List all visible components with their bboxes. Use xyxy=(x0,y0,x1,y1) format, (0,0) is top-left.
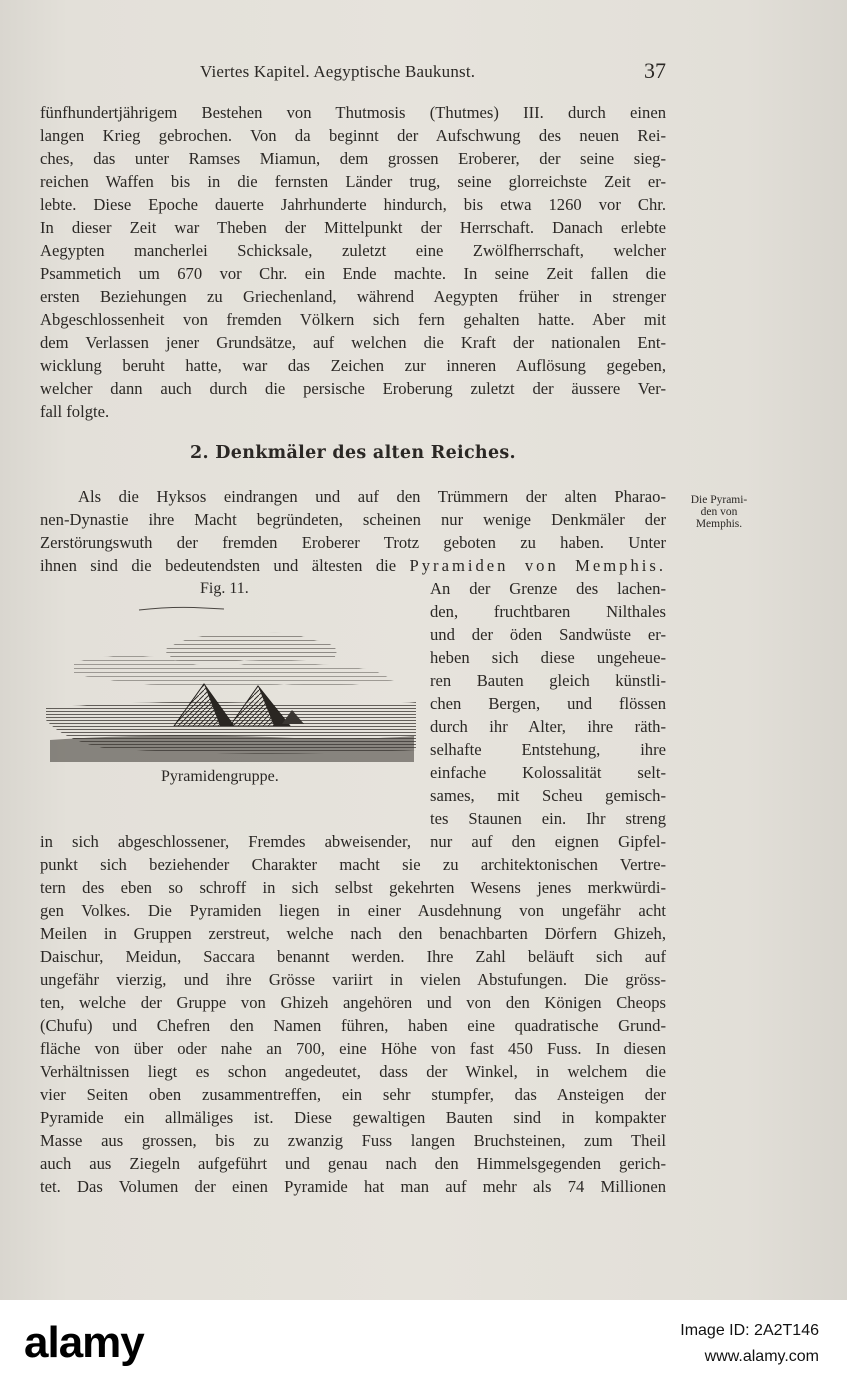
figure-label: Fig. 11. xyxy=(200,580,249,597)
marginal-note-line: Memphis. xyxy=(695,518,743,530)
text-line: punkt sich beziehender Charakter macht sie zu architektonischen Vertre- xyxy=(40,855,666,874)
alamy-logo: alamy xyxy=(24,1318,144,1367)
text-line: Aegypten mancherlei Schicksale, zuletzt eine Zwölfherrschaft, welcher xyxy=(40,241,666,260)
text-line: Verhältnissen liegt es schon angedeutet, dass der Winkel, in welchem die xyxy=(40,1062,666,1081)
text-line: Zerstörungswuth der fremden Eroberer Trotz geboten zu haben. Unter xyxy=(40,533,666,552)
marginal-note xyxy=(676,494,762,530)
text-line: lebte. Diese Epoche dauerte Jahrhunderte hindurch, bis etwa 1260 vor Chr. xyxy=(40,195,666,214)
chapter-title: Viertes Kapitel. Aegyptische Baukunst. xyxy=(200,62,476,81)
page-number: 37 xyxy=(644,58,666,83)
text-line: in sich abgeschlossener, Fremdes abweisender, nur auf den eignen Gipfel- xyxy=(40,832,666,851)
spaced-term: Pyramiden von Memphis. xyxy=(409,556,666,575)
text-line: Pyramide ein allmäliges ist. Diese gewaltigen Bauten sind in kompakter xyxy=(40,1108,666,1127)
text-line: tern des eben so schroff in sich selbst gekehrten Wesens jenes merkwürdi- xyxy=(40,878,666,897)
text-line: ten, welche der Gruppe von Ghizeh angehören und von den Königen Cheops xyxy=(40,993,666,1012)
section-heading: 2. Denkmäler des alten Reiches. xyxy=(190,443,516,463)
text-line: Als die Hyksos eindrangen und auf den Trümmern der alten Pharao- xyxy=(78,487,666,506)
image-id: Image ID: 2A2T146 xyxy=(680,1322,819,1339)
text-line: ersten Beziehungen zu Griechenland, während Aegypten früher in strenger xyxy=(40,287,666,306)
text-line: den, fruchtbaren Nilthales xyxy=(430,602,666,621)
text-line: (Chufu) und Chefren den Namen führen, haben eine quadratische Grund- xyxy=(40,1016,666,1035)
text-line: fall folgte. xyxy=(40,402,110,421)
marginal-note-line: den von xyxy=(700,506,738,518)
text-line: langen Krieg gebrochen. Von da beginnt der Aufschwung des neuen Rei- xyxy=(40,126,666,145)
text-line: heben sich diese ungeheue- xyxy=(430,648,666,667)
text-line: dem Verlassen jener Grundsätze, auf welchen die Kraft der nationalen Ent- xyxy=(40,333,666,352)
text-line: welcher dann auch durch die persische Eroberung zuletzt der äussere Ver- xyxy=(40,379,666,398)
text-line: gen Volkes. Die Pyramiden liegen in einer Ausdehnung von ungefähr acht xyxy=(40,901,666,920)
stock-footer xyxy=(0,1300,847,1390)
text-line: Abgeschlossenheit von fremden Völkern sich fern gehalten hatte. Aber mit xyxy=(40,310,666,329)
text-line: Masse aus grossen, bis zu zwanzig Fuss langen Bruchsteinen, zum Theil xyxy=(40,1131,666,1150)
text-line: auch aus Ziegeln aufgeführt und genau nach den Himmelsgegenden gerich- xyxy=(40,1154,666,1173)
figure-caption: Pyramidengruppe. xyxy=(161,768,279,785)
site-url: www.alamy.com xyxy=(704,1348,819,1365)
text-line: selhafte Entstehung, ihre xyxy=(430,740,666,759)
text-line: ches, das unter Ramses Miamun, dem grossen Eroberer, der seine sieg- xyxy=(40,149,666,168)
text-line: Daischur, Meidun, Saccara benannt werden. Ihre Zahl beläuft sich auf xyxy=(40,947,666,966)
text-line: nen-Dynastie ihre Macht begründeten, scheinen nur wenige Denkmäler der xyxy=(40,510,666,529)
text-line: ren Bauten gleich künstli- xyxy=(430,671,666,690)
text-line: vier Seiten oben zusammentreffen, ein sehr stumpfer, das Ansteigen der xyxy=(40,1085,666,1104)
text-line: Psammetich um 670 vor Chr. ein Ende machte. In seine Zeit fallen die xyxy=(40,264,666,283)
text-line: einfache Kolossalität selt- xyxy=(430,763,666,782)
cloud-shape xyxy=(164,633,337,663)
text-line: An der Grenze des lachen- xyxy=(430,579,666,598)
text-line: reichen Waffen bis in die fernsten Länder trug, seine glorreichste Zeit er- xyxy=(40,172,666,191)
marginal-note-line: Die Pyrami- xyxy=(690,494,748,506)
cloud-shape xyxy=(139,607,224,610)
text-run: ihnen sind die bedeutendsten und ältesten die xyxy=(40,556,410,575)
text-line: tes Staunen ein. Ihr streng xyxy=(430,809,666,828)
text-line: In dieser Zeit war Theben der Mittelpunkt der Herrschaft. Danach erlebte xyxy=(40,218,666,237)
text-line: ungefähr vierzig, und ihre Grösse variirt in vielen Abstufungen. Die gröss- xyxy=(40,970,666,989)
text-line: sames, mit Scheu gemisch- xyxy=(430,786,666,805)
text-line: Meilen in Gruppen zerstreut, welche nach den benachbarten Dörfern Ghizeh, xyxy=(40,924,666,943)
pyramid-engraving xyxy=(44,600,418,768)
text-line: und der öden Sandwüste er- xyxy=(430,625,666,644)
text-line xyxy=(40,555,666,577)
running-head xyxy=(0,58,847,86)
text-line: fünfhundertjährigem Bestehen von Thutmosis (Thutmes) III. durch einen xyxy=(40,103,666,122)
text-line: durch ihr Alter, ihre räth- xyxy=(430,717,666,736)
text-line: chen Bergen, und flössen xyxy=(430,694,666,713)
text-line: tet. Das Volumen der einen Pyramide hat man auf mehr als 74 Millionen xyxy=(40,1177,666,1196)
text-line: fläche von über oder nahe an 700, eine Höhe von fast 450 Fuss. In diesen xyxy=(40,1039,666,1058)
text-line: wicklung beruht hatte, war das Zeichen zur inneren Auflösung gegeben, xyxy=(40,356,666,375)
foreground-ground xyxy=(50,735,414,762)
